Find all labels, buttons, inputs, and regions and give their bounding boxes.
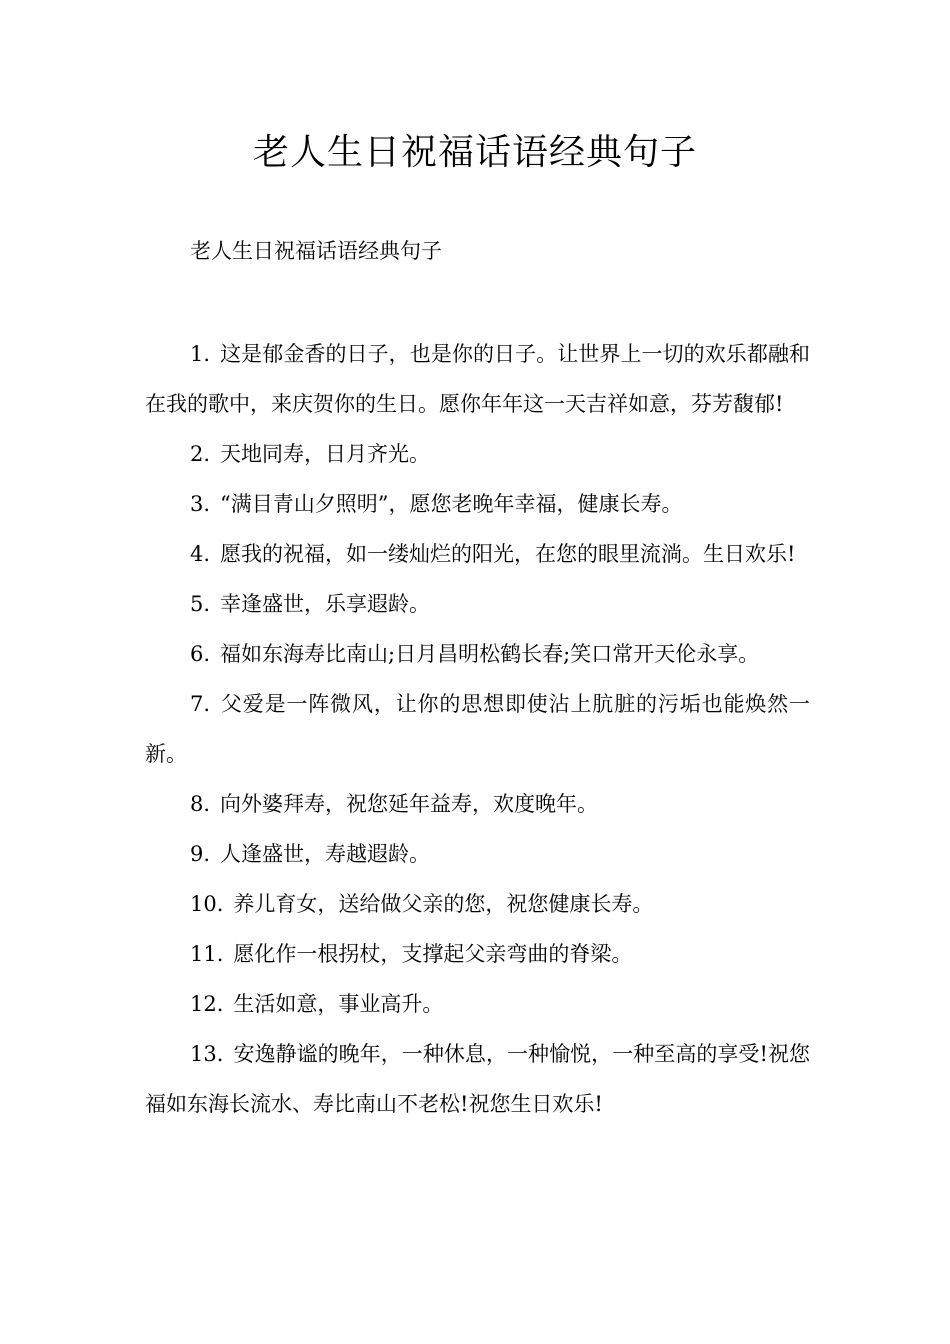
item-text: 愿化作一根拐杖，支撑起父亲弯曲的脊梁。 — [233, 942, 633, 966]
item-number: 7. — [190, 692, 211, 716]
item-text: 向外婆拜寿，祝您延年益寿，欢度晚年。 — [220, 792, 599, 816]
list-item — [145, 629, 810, 679]
item-text: 幸逢盛世，乐享遐龄。 — [220, 592, 431, 616]
list-item — [145, 679, 810, 779]
item-number: 5. — [190, 592, 211, 616]
item-text: 这是郁金香的日子，也是你的日子。让世界上一切的欢乐都融和在我的歌中，来庆贺你的生日。愿你年年这一天吉祥如意，芬芳馥郁! — [145, 342, 810, 416]
document-subtitle: 老人生日祝福话语经典句子 — [190, 239, 442, 263]
document-title: 老人生日祝福话语经典句子 — [252, 132, 697, 173]
item-text: 养儿育女，送给做父亲的您，祝您健康长寿。 — [233, 892, 654, 916]
item-text: 安逸静谧的晚年，一种休息，一种愉悦，一种至高的享受!祝您福如东海长流水、寿比南山不老松!祝您生日欢乐! — [145, 1042, 810, 1116]
item-text: 天地同寿，日月齐光。 — [220, 442, 431, 466]
list-item — [145, 879, 810, 929]
list-item — [145, 579, 810, 629]
item-number: 11. — [190, 942, 224, 966]
item-text: 福如东海寿比南山;日月昌明松鹤长春;笑口常开天伦永享。 — [220, 642, 760, 666]
item-text: 愿我的祝福，如一缕灿烂的阳光，在您的眼里流淌。生日欢乐! — [220, 542, 796, 566]
list-item — [145, 529, 810, 579]
item-number: 4. — [190, 542, 211, 566]
list-item — [145, 929, 810, 979]
list-item — [145, 979, 810, 1029]
list-item — [145, 429, 810, 479]
list-item — [145, 479, 810, 529]
item-number: 12. — [190, 992, 224, 1016]
list-item — [145, 779, 810, 829]
item-number: 10. — [190, 892, 224, 916]
item-number: 2. — [190, 442, 211, 466]
item-number: 8. — [190, 792, 211, 816]
item-text: 父爱是一阵微风，让你的思想即使沾上肮脏的污垢也能焕然一新。 — [145, 692, 810, 766]
list-item — [145, 829, 810, 879]
item-number: 3. — [190, 492, 211, 516]
item-number: 1. — [190, 342, 211, 366]
item-text: 生活如意，事业高升。 — [233, 992, 444, 1016]
item-number: 13. — [190, 1042, 224, 1066]
list-item — [145, 1029, 810, 1129]
wishes-list — [145, 329, 810, 1129]
item-number: 6. — [190, 642, 211, 666]
item-text: 人逢盛世，寿越遐龄。 — [220, 842, 431, 866]
item-text: “满目青山夕照明”，愿您老晚年幸福，健康长寿。 — [220, 492, 683, 516]
item-number: 9. — [190, 842, 211, 866]
list-item — [145, 329, 810, 429]
